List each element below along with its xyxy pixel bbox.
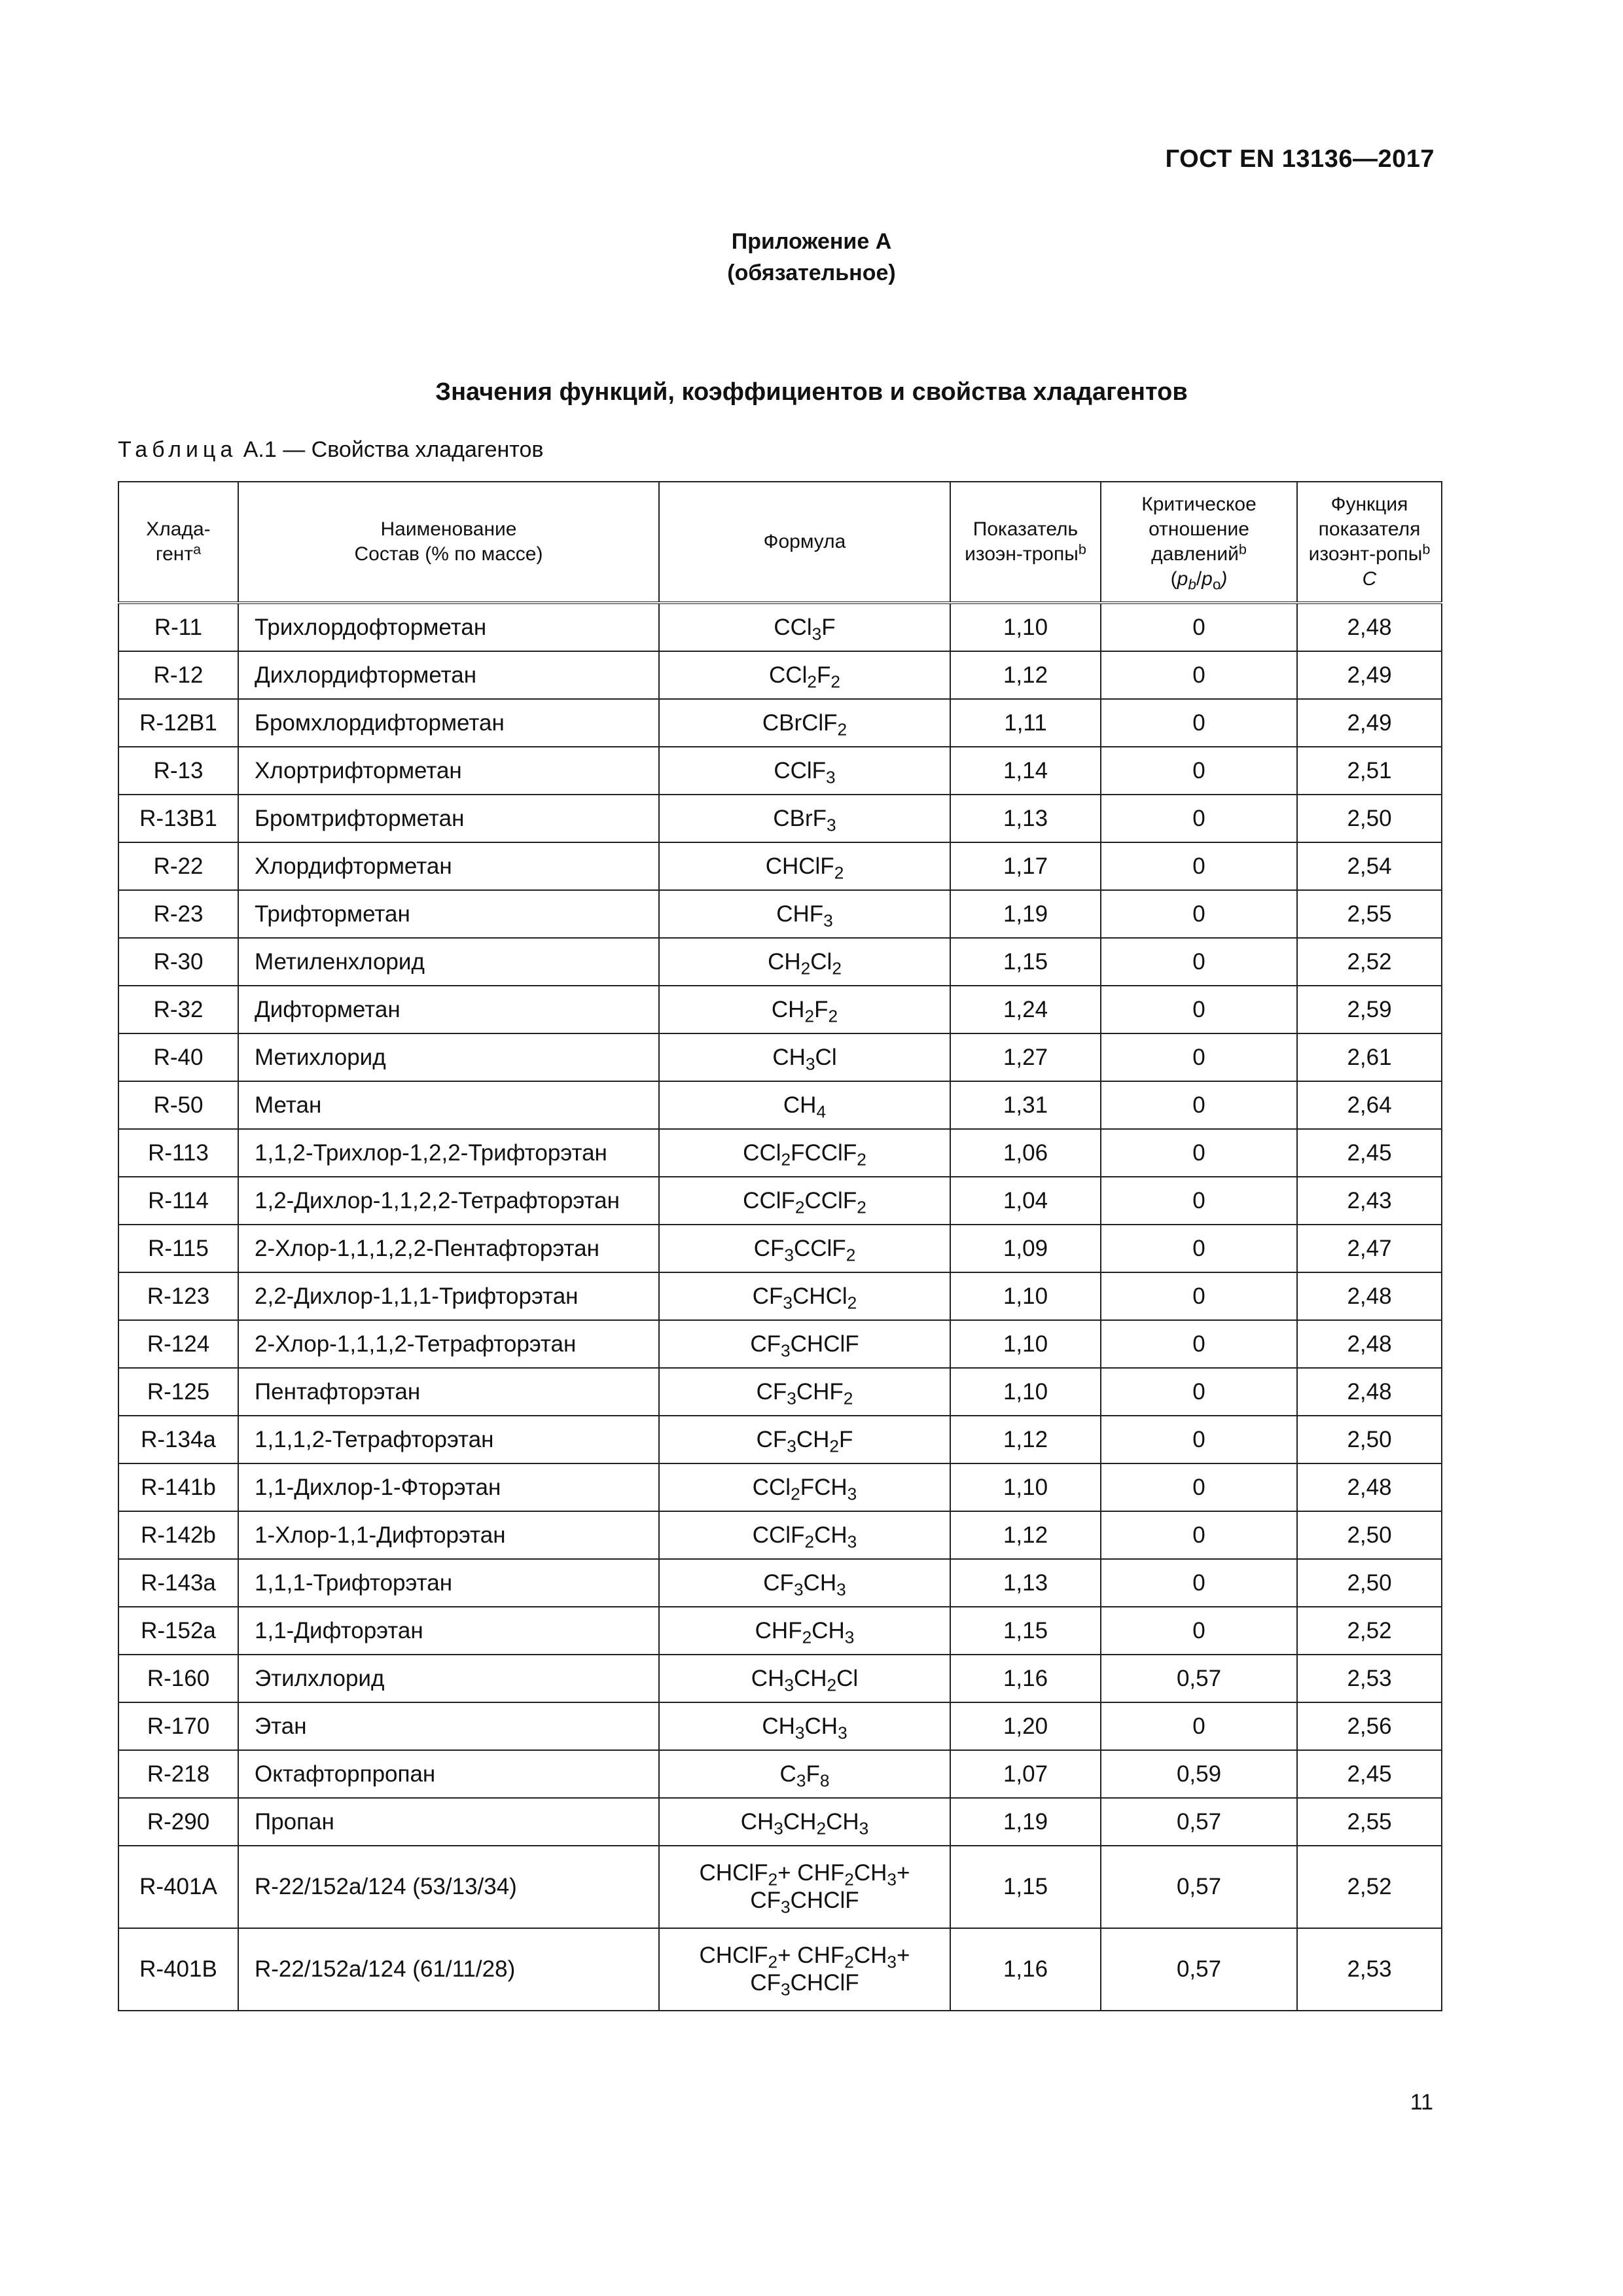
cell-name: R-22/152a/124 (53/13/34) — [238, 1846, 659, 1928]
cell-isentropic-exponent: 1,04 — [950, 1177, 1101, 1225]
formula-line: $CF_3CHClF$ — [750, 1970, 859, 2000]
cell-isentropic-function: 2,48 — [1297, 1320, 1442, 1368]
table-row — [118, 1463, 1442, 1511]
cell-isentropic-exponent: 1,10 — [950, 1463, 1101, 1511]
cell-isentropic-exponent: 1,10 — [950, 1368, 1101, 1416]
cell-name: 1,1,1,2-Тетрафторэтан — [238, 1416, 659, 1463]
cell-name: Пропан — [238, 1798, 659, 1846]
cell-isentropic-function: 2,54 — [1297, 842, 1442, 890]
cell-isentropic-function: 2,53 — [1297, 1655, 1442, 1702]
table-row — [118, 842, 1442, 890]
cell-refrigerant-code: R-170 — [118, 1702, 238, 1750]
cell-refrigerant-code: R-30 — [118, 938, 238, 986]
cell-formula — [659, 1463, 950, 1511]
cell-critical-ratio: 0 — [1101, 842, 1297, 890]
cell-formula — [659, 1416, 950, 1463]
footnote-mark: b — [1238, 541, 1247, 558]
cell-critical-ratio: 0,57 — [1101, 1798, 1297, 1846]
section-title: Значения функций, коэффициентов и свойства хладагентов — [435, 378, 1188, 406]
cell-formula — [659, 1846, 950, 1928]
header-function-text: Функция показателя изоэнт-ропы — [1308, 493, 1423, 565]
formula-line: $CF_3CHCl_2$ — [752, 1283, 857, 1312]
formula-line: $CF_3CHClF$ — [750, 1331, 859, 1360]
table-row — [118, 1272, 1442, 1320]
cell-refrigerant-code: R-142b — [118, 1511, 238, 1559]
ratio-symbol-p2: p — [1202, 568, 1213, 590]
cell-isentropic-function: 2,48 — [1297, 603, 1442, 651]
table-row — [118, 1320, 1442, 1368]
cell-isentropic-exponent: 1,15 — [950, 1607, 1101, 1655]
formula-line: $CH_3CH_2Cl$ — [751, 1665, 859, 1695]
cell-isentropic-function: 2,64 — [1297, 1081, 1442, 1129]
table-row — [118, 1655, 1442, 1702]
formula-line: CHClF$_2$+ $CHF_2CH_3+$ — [699, 1860, 910, 1890]
table-row — [118, 1416, 1442, 1463]
header-function-symbol: C — [1362, 568, 1377, 590]
cell-formula — [659, 938, 950, 986]
formula-line: $CH_3CH_2CH_3$ — [740, 1808, 869, 1838]
formula-line: $CCl_2FCH_3$ — [752, 1474, 857, 1503]
formula-line: $CH_3Cl$ — [772, 1044, 837, 1073]
cell-isentropic-exponent: 1,15 — [950, 938, 1101, 986]
cell-isentropic-function: 2,52 — [1297, 1846, 1442, 1928]
cell-isentropic-exponent: 1,15 — [950, 1846, 1101, 1928]
cell-isentropic-exponent: 1,07 — [950, 1750, 1101, 1798]
cell-formula — [659, 1368, 950, 1416]
ratio-paren-close: ) — [1221, 568, 1228, 590]
ratio-subscript-o: o — [1212, 576, 1221, 593]
footnote-mark: b — [1078, 541, 1086, 558]
page-number: 11 — [1410, 2090, 1433, 2115]
cell-isentropic-function: 2,55 — [1297, 1798, 1442, 1846]
ratio-paren-open: ( — [1170, 568, 1177, 590]
header-refrigerant-text: Хлада-гент — [146, 518, 211, 565]
cell-isentropic-exponent: 1,10 — [950, 1272, 1101, 1320]
cell-formula — [659, 1129, 950, 1177]
cell-isentropic-exponent: 1,24 — [950, 986, 1101, 1033]
table-row — [118, 1081, 1442, 1129]
cell-name: Дифторметан — [238, 986, 659, 1033]
cell-critical-ratio: 0 — [1101, 986, 1297, 1033]
cell-formula — [659, 1559, 950, 1607]
cell-name: 1-Хлор-1,1-Дифторэтан — [238, 1511, 659, 1559]
cell-name: Метихлорид — [238, 1033, 659, 1081]
table-row — [118, 1177, 1442, 1225]
cell-isentropic-function: 2,45 — [1297, 1129, 1442, 1177]
cell-isentropic-function: 2,49 — [1297, 699, 1442, 747]
cell-critical-ratio: 0 — [1101, 651, 1297, 699]
cell-critical-ratio: 0,57 — [1101, 1655, 1297, 1702]
formula-line: CHClF$_2$+ $CHF_2CH_3+$ — [699, 1943, 910, 1972]
table-row — [118, 1559, 1442, 1607]
cell-formula — [659, 1750, 950, 1798]
cell-isentropic-exponent: 1,16 — [950, 1928, 1101, 2011]
cell-refrigerant-code: R-160 — [118, 1655, 238, 1702]
cell-isentropic-function: 2,53 — [1297, 1928, 1442, 2011]
cell-name: 2-Хлор-1,1,1,2-Тетрафторэтан — [238, 1320, 659, 1368]
cell-formula — [659, 1702, 950, 1750]
cell-formula — [659, 651, 950, 699]
header-name — [238, 482, 659, 603]
formula-line: $CH_2Cl_2$ — [768, 948, 842, 978]
cell-formula — [659, 1320, 950, 1368]
formula-line: $CHF_3$ — [776, 901, 833, 930]
table-row — [118, 1511, 1442, 1559]
cell-critical-ratio: 0 — [1101, 1177, 1297, 1225]
cell-isentropic-function: 2,50 — [1297, 1416, 1442, 1463]
cell-isentropic-exponent: 1,12 — [950, 1416, 1101, 1463]
cell-formula — [659, 986, 950, 1033]
cell-formula — [659, 1607, 950, 1655]
cell-refrigerant-code: R-134a — [118, 1416, 238, 1463]
cell-name: Этилхлорид — [238, 1655, 659, 1702]
ratio-slash: / — [1196, 568, 1202, 590]
footnote-mark: b — [1422, 541, 1431, 558]
cell-name: Бромхлордифторметан — [238, 699, 659, 747]
cell-critical-ratio: 0 — [1101, 1272, 1297, 1320]
cell-formula — [659, 1081, 950, 1129]
formula-line: $CH_2F_2$ — [771, 996, 838, 1026]
refrigerant-properties-table — [118, 481, 1442, 2011]
cell-isentropic-function: 2,51 — [1297, 747, 1442, 795]
cell-formula — [659, 1177, 950, 1225]
cell-isentropic-exponent: 1,13 — [950, 795, 1101, 842]
cell-formula — [659, 1798, 950, 1846]
cell-refrigerant-code: R-401B — [118, 1928, 238, 2011]
cell-formula — [659, 1655, 950, 1702]
cell-critical-ratio: 0 — [1101, 1511, 1297, 1559]
formula-line: CBrClF$_2$ — [762, 709, 847, 739]
ratio-subscript-b — [1188, 576, 1196, 592]
table-row — [118, 1798, 1442, 1846]
cell-isentropic-exponent: 1,12 — [950, 651, 1101, 699]
formula-line: $CF_3CH_2F$ — [756, 1426, 853, 1456]
cell-isentropic-function: 2,48 — [1297, 1272, 1442, 1320]
formula-line: $CH_4$ — [783, 1092, 827, 1121]
table-row — [118, 699, 1442, 747]
cell-refrigerant-code: R-124 — [118, 1320, 238, 1368]
cell-isentropic-exponent: 1,20 — [950, 1702, 1101, 1750]
header-name-line2: Состав (% по массе) — [354, 543, 543, 565]
cell-critical-ratio: 0 — [1101, 1320, 1297, 1368]
cell-isentropic-exponent: 1,06 — [950, 1129, 1101, 1177]
ratio-subscript-b-text: b — [1188, 576, 1196, 593]
formula-line: $CClF_2CH_3$ — [752, 1522, 857, 1551]
cell-formula — [659, 842, 950, 890]
footnote-mark: a — [193, 541, 202, 558]
table-row — [118, 747, 1442, 795]
formula-line: CClF$_3$ — [774, 757, 836, 787]
table-body — [118, 603, 1442, 2011]
table-row — [118, 1846, 1442, 1928]
cell-refrigerant-code: R-115 — [118, 1225, 238, 1272]
table-row — [118, 651, 1442, 699]
table-row — [118, 1368, 1442, 1416]
cell-formula — [659, 1511, 950, 1559]
cell-formula — [659, 1272, 950, 1320]
cell-refrigerant-code: R-23 — [118, 890, 238, 938]
cell-refrigerant-code: R-50 — [118, 1081, 238, 1129]
cell-refrigerant-code: R-125 — [118, 1368, 238, 1416]
cell-refrigerant-code: R-114 — [118, 1177, 238, 1225]
cell-name: Хлортрифторметан — [238, 747, 659, 795]
ratio-symbol-p: p — [1177, 568, 1188, 590]
cell-refrigerant-code: R-113 — [118, 1129, 238, 1177]
formula-line: CBrF$_3$ — [773, 805, 836, 834]
cell-name: 1,2-Дихлор-1,1,2,2-Тетрафторэтан — [238, 1177, 659, 1225]
cell-refrigerant-code: R-152a — [118, 1607, 238, 1655]
cell-formula — [659, 890, 950, 938]
cell-isentropic-exponent: 1,19 — [950, 1798, 1101, 1846]
cell-name: R-22/152a/124 (61/11/28) — [238, 1928, 659, 2011]
table-row — [118, 795, 1442, 842]
cell-critical-ratio: 0 — [1101, 1416, 1297, 1463]
cell-isentropic-exponent: 1,11 — [950, 699, 1101, 747]
formula-line: CHClF$_2$ — [765, 853, 844, 882]
cell-refrigerant-code: R-12B1 — [118, 699, 238, 747]
cell-name: 1,1-Дихлор-1-Фторэтан — [238, 1463, 659, 1511]
cell-name: Хлордифторметан — [238, 842, 659, 890]
cell-formula — [659, 603, 950, 651]
cell-isentropic-function: 2,50 — [1297, 795, 1442, 842]
cell-formula — [659, 1033, 950, 1081]
formula-line: CCl$_3$F — [774, 614, 836, 643]
cell-isentropic-function: 2,50 — [1297, 1559, 1442, 1607]
cell-critical-ratio: 0 — [1101, 1607, 1297, 1655]
cell-isentropic-exponent: 1,13 — [950, 1559, 1101, 1607]
cell-isentropic-exponent: 1,10 — [950, 603, 1101, 651]
cell-isentropic-function: 2,52 — [1297, 938, 1442, 986]
cell-critical-ratio: 0 — [1101, 699, 1297, 747]
cell-name: Этан — [238, 1702, 659, 1750]
cell-name: 1,1-Дифторэтан — [238, 1607, 659, 1655]
header-formula: Формула — [659, 482, 950, 603]
table-row — [118, 938, 1442, 986]
header-refrigerant — [118, 482, 238, 603]
cell-isentropic-exponent: 1,10 — [950, 1320, 1101, 1368]
formula-line: $C_3F_8$ — [779, 1761, 830, 1790]
cell-isentropic-function: 2,61 — [1297, 1033, 1442, 1081]
cell-formula — [659, 1928, 950, 2011]
cell-name: 2-Хлор-1,1,1,2,2-Пентафторэтан — [238, 1225, 659, 1272]
cell-isentropic-function: 2,43 — [1297, 1177, 1442, 1225]
cell-isentropic-function: 2,56 — [1297, 1702, 1442, 1750]
cell-isentropic-function: 2,48 — [1297, 1463, 1442, 1511]
cell-refrigerant-code: R-32 — [118, 986, 238, 1033]
table-row — [118, 1033, 1442, 1081]
cell-isentropic-exponent: 1,14 — [950, 747, 1101, 795]
header-isentropic-text: Показатель изоэн-тропы — [965, 518, 1079, 565]
table-row — [118, 1702, 1442, 1750]
cell-isentropic-exponent: 1,19 — [950, 890, 1101, 938]
table-header-row — [118, 482, 1442, 603]
table-caption-text: А.1 — Свойства хладагентов — [237, 437, 544, 462]
cell-name: 1,1,2-Трихлор-1,2,2-Трифторэтан — [238, 1129, 659, 1177]
cell-refrigerant-code: R-12 — [118, 651, 238, 699]
cell-refrigerant-code: R-40 — [118, 1033, 238, 1081]
formula-line: $CCl_2F_2$ — [769, 662, 840, 691]
cell-name: 1,1,1-Трифторэтан — [238, 1559, 659, 1607]
cell-refrigerant-code: R-141b — [118, 1463, 238, 1511]
cell-isentropic-function: 2,49 — [1297, 651, 1442, 699]
cell-refrigerant-code: R-11 — [118, 603, 238, 651]
table-row — [118, 890, 1442, 938]
critical-ratio-formula — [1170, 568, 1228, 593]
header-critical-pressure-ratio — [1101, 482, 1297, 603]
annex-status: (обязательное) — [727, 260, 896, 285]
table-row — [118, 986, 1442, 1033]
cell-critical-ratio: 0 — [1101, 1368, 1297, 1416]
cell-refrigerant-code: R-290 — [118, 1798, 238, 1846]
cell-refrigerant-code: R-13B1 — [118, 795, 238, 842]
cell-isentropic-function: 2,48 — [1297, 1368, 1442, 1416]
table-caption-label: Таблица — [118, 437, 238, 462]
table-row — [118, 1225, 1442, 1272]
table-row — [118, 1607, 1442, 1655]
formula-line: CCl$_2$FCClF$_2$ — [743, 1139, 866, 1169]
table-row — [118, 1750, 1442, 1798]
table-row — [118, 603, 1442, 651]
cell-critical-ratio: 0,57 — [1101, 1846, 1297, 1928]
cell-name: Бромтрифторметан — [238, 795, 659, 842]
cell-formula — [659, 1225, 950, 1272]
header-isentropic-function — [1297, 482, 1442, 603]
cell-refrigerant-code: R-123 — [118, 1272, 238, 1320]
cell-critical-ratio: 0 — [1101, 1463, 1297, 1511]
cell-refrigerant-code: R-218 — [118, 1750, 238, 1798]
cell-isentropic-exponent: 1,27 — [950, 1033, 1101, 1081]
formula-line: $CF_3CHClF$ — [750, 1888, 859, 1917]
cell-isentropic-function: 2,52 — [1297, 1607, 1442, 1655]
cell-critical-ratio: 0 — [1101, 1559, 1297, 1607]
cell-critical-ratio: 0 — [1101, 1081, 1297, 1129]
cell-isentropic-exponent: 1,09 — [950, 1225, 1101, 1272]
formula-line: CClF$_2$CClF$_2$ — [743, 1187, 866, 1217]
cell-critical-ratio: 0 — [1101, 1129, 1297, 1177]
cell-isentropic-exponent: 1,12 — [950, 1511, 1101, 1559]
cell-critical-ratio: 0 — [1101, 747, 1297, 795]
cell-name: Дихлордифторметан — [238, 651, 659, 699]
cell-refrigerant-code: R-401A — [118, 1846, 238, 1928]
cell-formula — [659, 699, 950, 747]
formula-line: $CF_3CClF_2$ — [753, 1235, 856, 1265]
cell-refrigerant-code: R-22 — [118, 842, 238, 890]
cell-isentropic-exponent: 1,31 — [950, 1081, 1101, 1129]
cell-critical-ratio: 0 — [1101, 1033, 1297, 1081]
formula-line: $CF_3CHF_2$ — [756, 1378, 853, 1408]
cell-critical-ratio: 0 — [1101, 1225, 1297, 1272]
cell-name: Трифторметан — [238, 890, 659, 938]
annex-title: Приложение А — [731, 229, 892, 254]
cell-name: Метан — [238, 1081, 659, 1129]
formula-line: $CHF_2CH_3$ — [755, 1617, 855, 1647]
formula-line: $CH_3CH_3$ — [762, 1713, 847, 1742]
table-row — [118, 1928, 1442, 2011]
cell-critical-ratio: 0 — [1101, 603, 1297, 651]
cell-isentropic-function: 2,50 — [1297, 1511, 1442, 1559]
cell-name: 2,2-Дихлор-1,1,1-Трифторэтан — [238, 1272, 659, 1320]
cell-isentropic-function: 2,59 — [1297, 986, 1442, 1033]
cell-isentropic-exponent: 1,16 — [950, 1655, 1101, 1702]
cell-formula — [659, 795, 950, 842]
table-row — [118, 1129, 1442, 1177]
cell-isentropic-function: 2,55 — [1297, 890, 1442, 938]
cell-critical-ratio: 0 — [1101, 938, 1297, 986]
table-caption — [118, 437, 543, 463]
cell-name: Октафторпропан — [238, 1750, 659, 1798]
header-critical-text: Критическое отношение давлений — [1141, 493, 1257, 565]
cell-name: Метиленхлорид — [238, 938, 659, 986]
cell-isentropic-function: 2,47 — [1297, 1225, 1442, 1272]
header-isentropic-exponent — [950, 482, 1101, 603]
cell-critical-ratio: 0 — [1101, 795, 1297, 842]
cell-critical-ratio: 0 — [1101, 890, 1297, 938]
document-code: ГОСТ EN 13136—2017 — [1165, 145, 1435, 173]
cell-formula — [659, 747, 950, 795]
cell-name: Пентафторэтан — [238, 1368, 659, 1416]
cell-refrigerant-code: R-13 — [118, 747, 238, 795]
cell-critical-ratio: 0,57 — [1101, 1928, 1297, 2011]
cell-isentropic-function: 2,45 — [1297, 1750, 1442, 1798]
cell-name: Трихлордофторметан — [238, 603, 659, 651]
cell-refrigerant-code: R-143a — [118, 1559, 238, 1607]
cell-critical-ratio: 0,59 — [1101, 1750, 1297, 1798]
formula-line: $CF_3CH_3$ — [763, 1570, 846, 1599]
annex-heading — [0, 226, 1623, 289]
header-name-line1: Наименование — [380, 518, 517, 540]
cell-critical-ratio: 0 — [1101, 1702, 1297, 1750]
cell-isentropic-exponent: 1,17 — [950, 842, 1101, 890]
